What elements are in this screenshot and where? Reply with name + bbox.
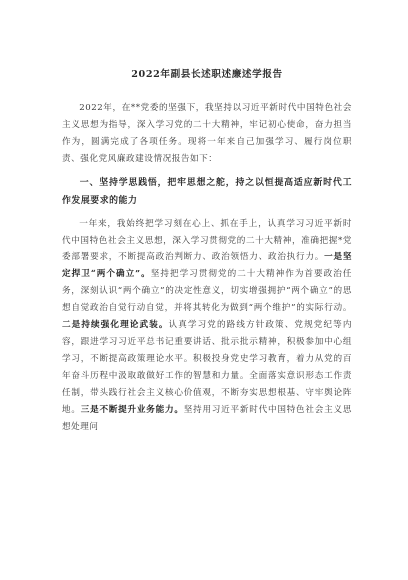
intro-paragraph: 2022年，在**党委的坚强下，我坚持以习近平新时代中国特色社会主义思想为指导，深入学习党的二十大精神，牢记初心使命，奋力担当作为，圆满完成了各项任务。现将一年来自己加强学习、履行岗位职责、强化党风廉政建设情况报告如下：: [62, 103, 352, 164]
body-paragraph-1: [62, 216, 352, 436]
emphasis-point-2: 二是持续强化理论武装。: [62, 320, 169, 331]
paragraph-text: 认真学习党的路线方针政策、党规党纪等内容，跟进学习习近平总书记重要讲话、批示批示精神，积极参加中心组学习，不断提高政策理论水平。积极投身党史学习教育，着力从党的百年奋斗历程中汲取敢做好工作的智慧和力量。全面落实意识形态工作责任制，带头践行社会主义核心价值观，不断夯实思想根基、守牢舆论阵地。: [62, 320, 352, 415]
document-title: 2022年副县长述职述廉述学报告: [131, 69, 283, 80]
section-heading-1: 一、坚持学思践悟，把牢思想之舵，持之以恒提高适应新时代工作发展要求的能力: [62, 177, 352, 206]
emphasis-point-1: 一是坚定捍卫“两个确立”。: [62, 252, 352, 280]
spacer: [62, 168, 352, 172]
paragraph-text: 坚持用习近平新时代中国特色社会主义思想处理问: [62, 404, 352, 432]
paragraph-text: 坚持把学习贯彻党的二十大精神作为首要政治任务，深刻认识“两个确立”的决定性意义，切实增强拥护“两个确立”的思想自觉政治自觉行动自觉，并将其转化为做到“两个维护”的实际行动。: [62, 269, 352, 314]
paragraph-text: 一年来，我始终把学习刻在心上、抓在手上，认真学习习近平新时代中国特色社会主义思想，深入学习贯彻党的二十大精神，准确把握*党委部署要求，不断提高政治判断力、政治领悟力、政治执行力。: [62, 218, 352, 263]
emphasis-point-3: 三是不断提升业务能力。: [80, 404, 184, 415]
